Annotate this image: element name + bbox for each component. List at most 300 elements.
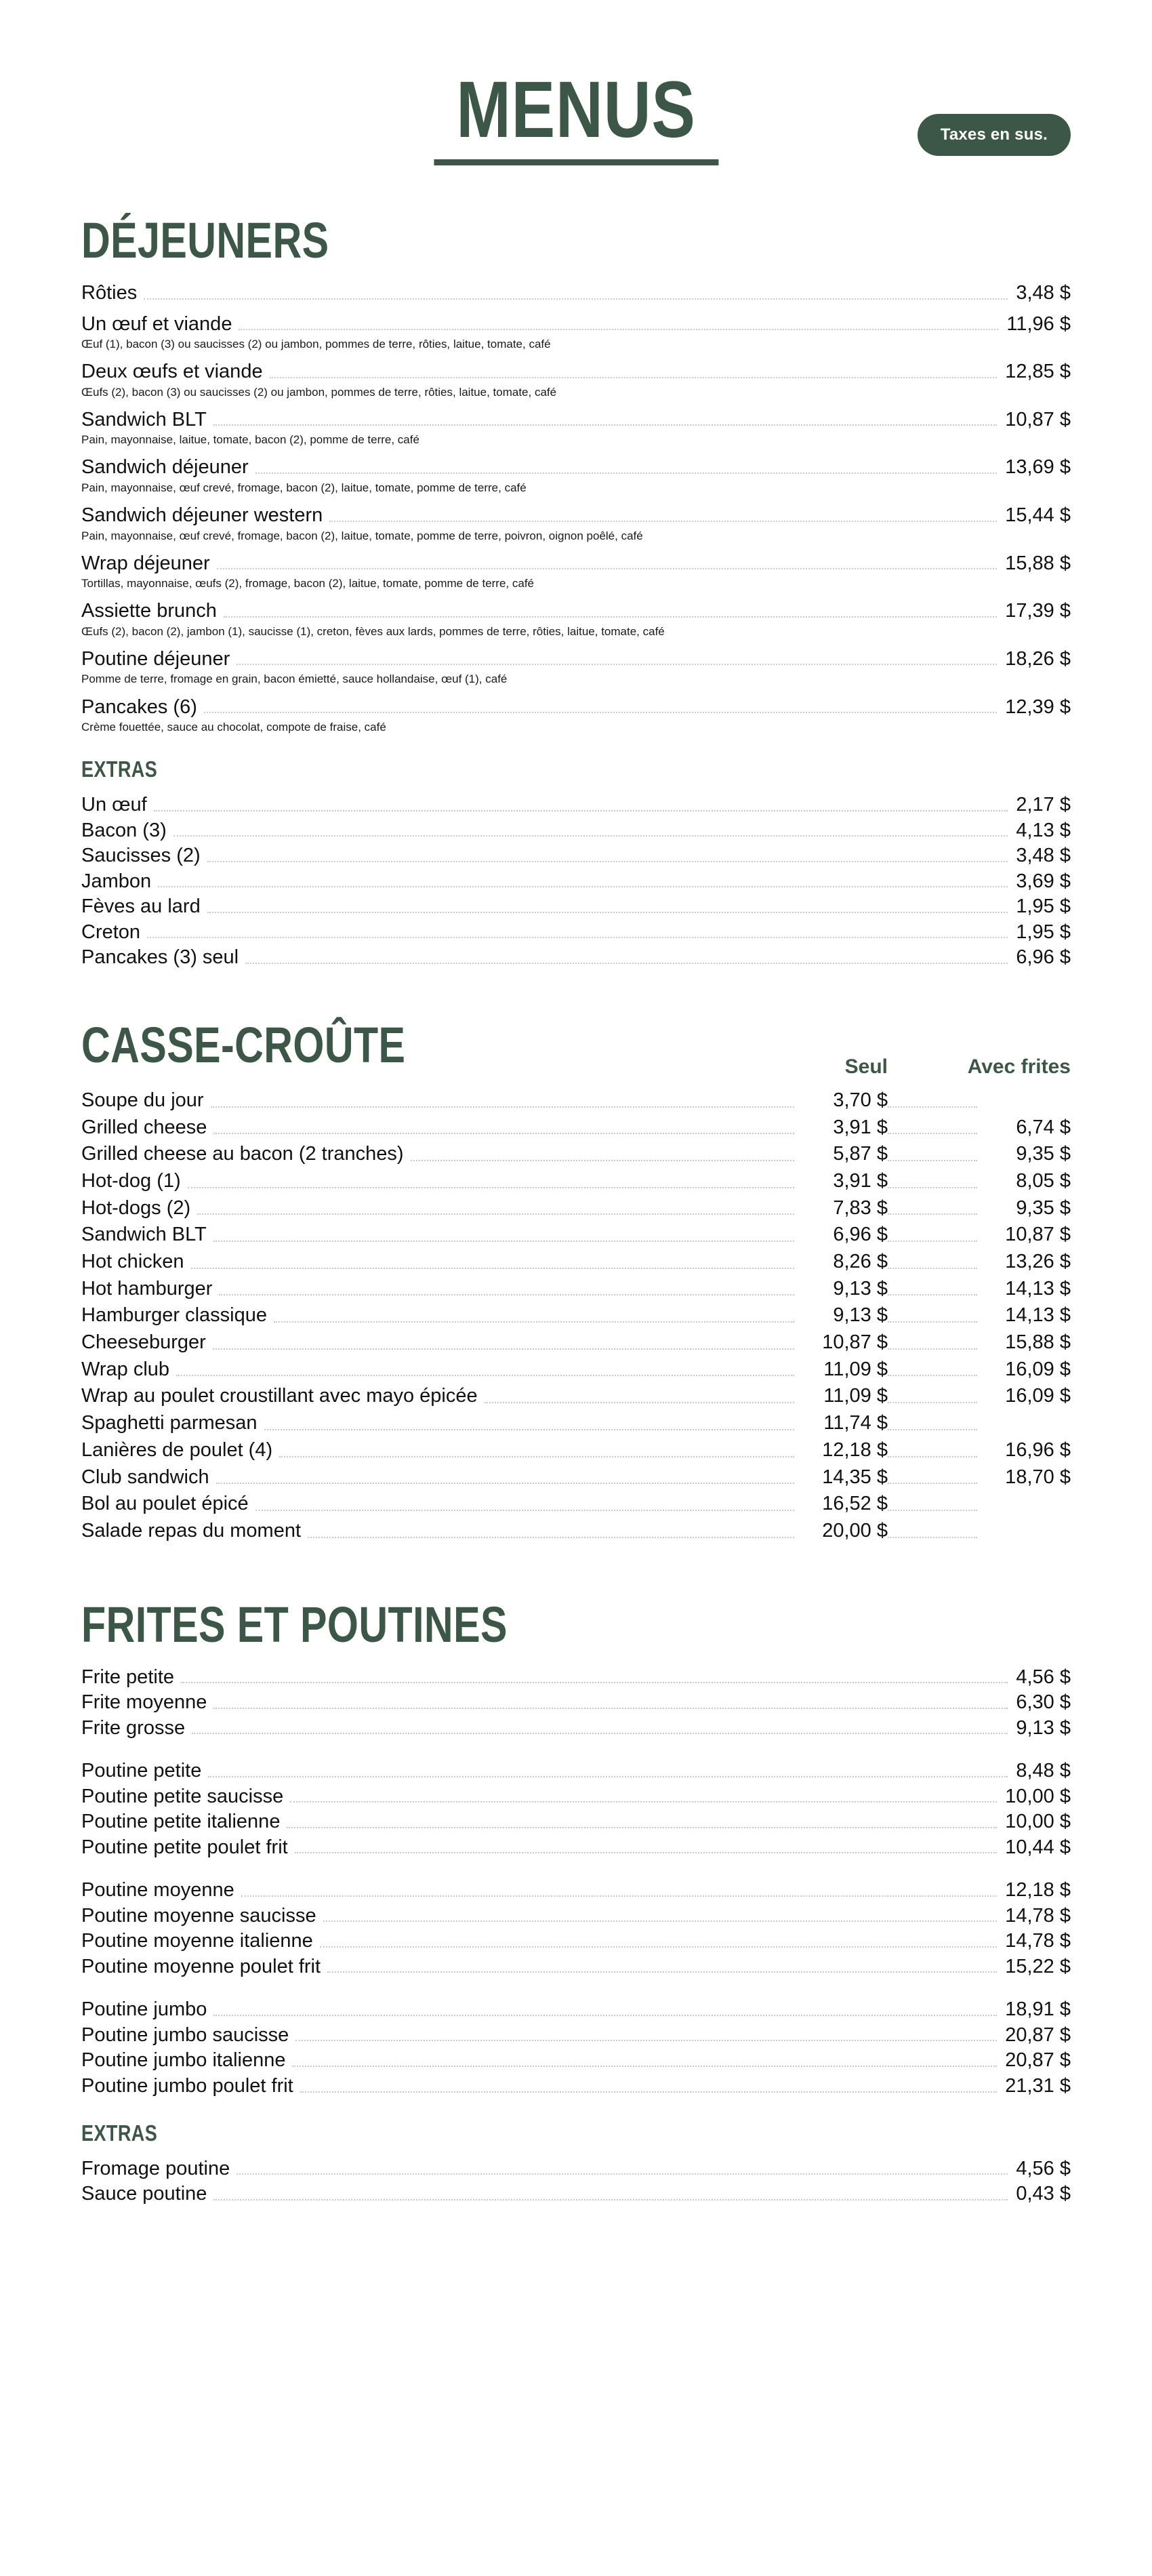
section-title-frites-poutines: FRITES ET POUTINES — [81, 1596, 508, 1653]
price-seul: 16,52 $ — [822, 1493, 888, 1515]
dot-leader — [181, 1682, 1008, 1683]
menu-item — [81, 281, 1071, 306]
dot-leader — [213, 1241, 794, 1242]
menu-item-name: Poutine moyenne italienne — [81, 1930, 313, 1952]
dot-leader — [211, 1106, 794, 1108]
menu-item — [81, 1716, 1071, 1741]
table-row — [81, 1518, 1071, 1544]
menu-item-row — [81, 920, 1071, 945]
poutine-group — [81, 1758, 1071, 1859]
price-seul: 12,18 $ — [822, 1438, 888, 1461]
poutine-group — [81, 1997, 1071, 2098]
extra-item — [81, 920, 1071, 945]
price-avec-frites: 14,13 $ — [1005, 1277, 1071, 1300]
menu-item-name: Poutine jumbo saucisse — [81, 2024, 289, 2046]
dejeuners-extras — [81, 758, 1071, 970]
menu-item-price: 11,96 $ — [1006, 313, 1071, 335]
price-seul: 7,83 $ — [833, 1196, 888, 1219]
dot-leader — [323, 1920, 997, 1922]
menu-item-price: 21,31 $ — [1005, 2075, 1071, 2097]
table-row-name: Hot-dog (1) — [81, 1169, 181, 1192]
section-dejeuners — [81, 212, 1071, 970]
menu-item-price: 15,44 $ — [1005, 504, 1071, 527]
menu-item-row — [81, 2023, 1071, 2048]
dot-leader — [888, 1241, 977, 1242]
dot-leader — [888, 1429, 977, 1430]
menu-item-row — [81, 551, 1071, 576]
dot-leader — [207, 861, 1008, 862]
price-column-headers — [705, 1055, 1071, 1079]
menu-item-price: 20,87 $ — [1005, 2024, 1071, 2046]
dot-leader — [255, 472, 997, 474]
dot-leader — [236, 2173, 1008, 2175]
dot-leader — [208, 1776, 1008, 1777]
dot-leader — [888, 1106, 977, 1108]
menu-item-price: 18,91 $ — [1005, 1998, 1071, 2021]
dejeuners-extras-list — [81, 792, 1071, 970]
price-seul: 11,09 $ — [823, 1358, 888, 1380]
section-title-dejeuners: DÉJEUNERS — [81, 212, 329, 268]
dot-leader — [888, 1268, 977, 1269]
dot-leader — [888, 1456, 977, 1457]
dot-leader — [290, 1801, 997, 1803]
menu-item — [81, 1904, 1071, 1929]
poutines-extras-list — [81, 2156, 1071, 2207]
menu-item-description: Œuf (1), bacon (3) ou saucisses (2) ou jambon, pommes de terre, rôties, laitue, tomate, café — [81, 338, 551, 351]
menu-item-row — [81, 2181, 1071, 2207]
menu-item — [81, 1809, 1071, 1834]
table-row — [81, 1249, 1071, 1275]
dot-leader — [300, 2091, 997, 2093]
menu-item-price: 13,69 $ — [1005, 456, 1071, 479]
extra-item-name: Bacon (3) — [81, 819, 167, 841]
dot-leader — [888, 1294, 977, 1295]
dot-leader — [213, 1708, 1008, 1709]
menu-item — [81, 2048, 1071, 2073]
menu-item-price: 6,30 $ — [1016, 1691, 1071, 1714]
menu-item — [81, 407, 1071, 448]
menu-item-price: 14,78 $ — [1005, 1930, 1071, 1952]
table-row-name: Spaghetti parmesan — [81, 1412, 258, 1434]
menu-item-row — [81, 359, 1071, 384]
menu-item-row — [81, 695, 1071, 720]
menu-item-row — [81, 1784, 1071, 1809]
menu-item — [81, 1929, 1071, 1954]
dot-leader — [485, 1402, 794, 1403]
dot-leader — [888, 1402, 977, 1403]
menu-item-name: Poutine jumbo — [81, 1998, 207, 2021]
menu-item-name: Poutine petite poulet frit — [81, 1836, 288, 1858]
menu-item-row — [81, 1809, 1071, 1834]
dot-leader — [239, 329, 998, 330]
table-row — [81, 1169, 1071, 1194]
table-row — [81, 1491, 1071, 1517]
dot-leader — [295, 1852, 997, 1853]
extra-item — [81, 843, 1071, 868]
extra-item — [81, 2156, 1071, 2181]
extra-item-name: Saucisses (2) — [81, 845, 201, 867]
table-row-name: Hot chicken — [81, 1251, 184, 1272]
menu-item-name: Frite moyenne — [81, 1691, 207, 1714]
menu-item-name: Poutine moyenne saucisse — [81, 1904, 316, 1927]
dot-leader — [219, 1294, 794, 1295]
menu-item-price: 17,39 $ — [1005, 600, 1071, 622]
menu-item-name: Sandwich déjeuner — [81, 456, 249, 479]
menu-item-name: Wrap déjeuner — [81, 552, 210, 574]
menu-item-description: Tortillas, mayonnaise, œufs (2), fromage, bacon (2), laitue, tomate, pomme de terre, café — [81, 577, 535, 590]
dot-leader — [147, 937, 1008, 938]
extra-item — [81, 818, 1071, 843]
price-seul: 6,96 $ — [833, 1224, 888, 1246]
table-row — [81, 1142, 1071, 1167]
table-row-name: Grilled cheese au bacon (2 tranches) — [81, 1143, 404, 1165]
menu-item-row — [81, 1690, 1071, 1715]
subsection-title-extras-poutines: EXTRAS — [81, 2120, 158, 2146]
section-frites-poutines — [81, 1596, 1071, 2207]
extra-item-name: Un œuf — [81, 794, 147, 816]
dot-leader — [154, 810, 1008, 811]
price-avec-frites: 8,05 $ — [1016, 1169, 1071, 1192]
price-avec-frites: 9,35 $ — [1016, 1196, 1071, 1219]
table-row-name: Sandwich BLT — [81, 1224, 207, 1246]
table-row — [81, 1222, 1071, 1248]
menu-item-row — [81, 599, 1071, 624]
menu-item — [81, 1690, 1071, 1715]
poutines-extras — [81, 2122, 1071, 2207]
menu-item-price: 14,78 $ — [1005, 1904, 1071, 1927]
price-seul: 20,00 $ — [822, 1519, 888, 1542]
dot-leader — [320, 1946, 997, 1948]
dot-leader — [888, 1348, 977, 1350]
table-row-name: Hot-dogs (2) — [81, 1196, 191, 1219]
dot-leader — [224, 616, 997, 618]
menu-item-description: Pain, mayonnaise, œuf crevé, fromage, bacon (2), laitue, tomate, pomme de terre, café — [81, 481, 527, 494]
extra-item-price: 1,95 $ — [1016, 895, 1071, 918]
dot-leader — [217, 568, 997, 569]
price-avec-frites: 9,35 $ — [1016, 1143, 1071, 1165]
price-seul: 11,74 $ — [823, 1412, 888, 1434]
menu-item — [81, 1784, 1071, 1809]
dot-leader — [245, 963, 1008, 964]
frites-poutines-group-list — [81, 1665, 1071, 2099]
menu-item — [81, 1835, 1071, 1860]
menu-item — [81, 1758, 1071, 1784]
extra-item-price: 3,48 $ — [1016, 845, 1071, 867]
menu-item-row — [81, 312, 1071, 337]
menu-item — [81, 359, 1071, 400]
menu-item-row — [81, 281, 1071, 306]
table-row — [81, 1438, 1071, 1464]
table-row — [81, 1196, 1071, 1222]
price-seul: 3,91 $ — [833, 1169, 888, 1192]
menu-item-price: 12,18 $ — [1005, 1879, 1071, 1901]
menu-item-name: Poutine déjeuner — [81, 647, 230, 670]
menu-item-row — [81, 2156, 1071, 2181]
table-row-name: Lanières de poulet (4) — [81, 1438, 273, 1461]
dot-leader — [176, 1375, 794, 1376]
menu-item-price: 10,00 $ — [1005, 1785, 1071, 1807]
dot-leader — [191, 1268, 794, 1269]
price-avec-frites: 10,87 $ — [1005, 1224, 1071, 1246]
dot-leader — [236, 664, 997, 665]
menu-item — [81, 455, 1071, 496]
price-avec-frites: 6,74 $ — [1016, 1116, 1071, 1138]
menu-item-row — [81, 1954, 1071, 1979]
price-avec-frites: 13,26 $ — [1005, 1251, 1071, 1272]
table-row-name: Club sandwich — [81, 1466, 209, 1488]
menu-item-price: 3,48 $ — [1016, 282, 1071, 304]
extra-item-price: 6,96 $ — [1016, 946, 1071, 969]
menu-item-name: Poutine petite — [81, 1760, 202, 1782]
menu-item — [81, 2074, 1071, 2099]
extra-item — [81, 894, 1071, 919]
table-row — [81, 1357, 1071, 1383]
table-row — [81, 1384, 1071, 1409]
extra-item-price: 0,43 $ — [1016, 2183, 1071, 2205]
price-avec-frites: 14,13 $ — [1005, 1304, 1071, 1327]
dot-leader — [204, 712, 997, 713]
dot-leader — [270, 377, 997, 378]
dot-leader — [329, 521, 997, 522]
menu-item-name: Un œuf et viande — [81, 313, 232, 335]
masthead — [81, 0, 1071, 203]
extra-item-price: 4,13 $ — [1016, 819, 1071, 841]
menu-item-price: 15,88 $ — [1005, 552, 1071, 574]
price-seul: 9,13 $ — [833, 1277, 888, 1300]
column-header-avec-frites: Avec frites — [967, 1055, 1071, 1078]
dot-leader — [327, 1971, 997, 1973]
price-seul: 3,91 $ — [833, 1116, 888, 1138]
menu-item-description: Œufs (2), bacon (2), jambon (1), saucisse (1), creton, fèves aux lards, pommes de terre, rôties, laitue, tomate, café — [81, 624, 665, 638]
menu-item-row — [81, 2074, 1071, 2099]
menu-item-row — [81, 945, 1071, 970]
table-row-name: Bol au poulet épicé — [81, 1493, 249, 1515]
dot-leader — [241, 1895, 997, 1897]
page-title: MENUS — [456, 65, 696, 155]
section-casse-croute — [81, 1016, 1071, 1544]
table-row-name: Wrap au poulet croustillant avec mayo épicée — [81, 1385, 478, 1407]
menu-item — [81, 695, 1071, 736]
table-row-name: Cheeseburger — [81, 1331, 206, 1354]
menu-item-name: Poutine petite saucisse — [81, 1785, 284, 1807]
menu-item-price: 9,13 $ — [1016, 1716, 1071, 1739]
dot-leader — [888, 1160, 977, 1161]
casse-croute-item-list — [81, 1088, 1071, 1544]
extra-item — [81, 945, 1071, 970]
menu-item-name: Poutine jumbo italienne — [81, 2049, 286, 2072]
taxes-badge: Taxes en sus. — [918, 114, 1071, 156]
menu-item — [81, 503, 1071, 544]
dot-leader — [207, 912, 1008, 913]
menu-item-name: Poutine moyenne poulet frit — [81, 1955, 321, 1977]
menu-item-row — [81, 455, 1071, 480]
dot-leader — [888, 1133, 977, 1134]
menu-item-price: 20,87 $ — [1005, 2049, 1071, 2072]
dot-leader — [213, 1348, 794, 1350]
menus-title-block — [430, 65, 722, 165]
menu-item-price: 12,39 $ — [1005, 696, 1071, 718]
menu-item-price: 4,56 $ — [1016, 1666, 1071, 1688]
dot-leader — [888, 1483, 977, 1484]
menu-item-name: Poutine jumbo poulet frit — [81, 2075, 293, 2097]
menu-item — [81, 551, 1071, 592]
extra-item-name: Creton — [81, 921, 141, 943]
table-row — [81, 1411, 1071, 1436]
menu-item-row — [81, 1758, 1071, 1784]
extra-item-name: Jambon — [81, 870, 152, 892]
price-seul: 10,87 $ — [822, 1331, 888, 1354]
dot-leader — [888, 1321, 977, 1323]
dot-leader — [192, 1733, 1008, 1734]
dot-leader — [287, 1827, 997, 1828]
group-separator — [81, 1860, 1071, 1878]
menu-item-row — [81, 792, 1071, 818]
extra-item-name: Pancakes (3) seul — [81, 946, 239, 969]
menu-item-price: 15,22 $ — [1005, 1955, 1071, 1977]
menu-item-price: 10,44 $ — [1005, 1836, 1071, 1858]
table-row — [81, 1276, 1071, 1302]
price-avec-frites: 16,96 $ — [1005, 1438, 1071, 1461]
dot-leader — [213, 424, 997, 426]
menu-item-row — [81, 1878, 1071, 1903]
dot-leader — [295, 2040, 997, 2041]
menu-item — [81, 599, 1071, 639]
menu-item-row — [81, 894, 1071, 919]
menu-item-name: Frite grosse — [81, 1716, 186, 1739]
extra-item-name: Fromage poutine — [81, 2157, 230, 2179]
menu-item-name: Sandwich déjeuner western — [81, 504, 323, 527]
dot-leader — [264, 1429, 794, 1430]
menu-item-name: Poutine moyenne — [81, 1879, 234, 1901]
price-seul: 8,26 $ — [833, 1251, 888, 1272]
dot-leader — [274, 1321, 794, 1323]
menu-item-row — [81, 1665, 1071, 1690]
menu-item-row — [81, 407, 1071, 432]
menu-item-row — [81, 818, 1071, 843]
menu-item — [81, 1665, 1071, 1690]
menu-item-name: Sandwich BLT — [81, 408, 207, 430]
extra-item-price: 1,95 $ — [1016, 921, 1071, 943]
dot-leader — [888, 1537, 977, 1538]
menu-item — [81, 2023, 1071, 2048]
menu-item-name: Poutine petite italienne — [81, 1811, 281, 1833]
table-row-name: Hot hamburger — [81, 1277, 213, 1300]
menu-item-price: 12,85 $ — [1005, 361, 1071, 383]
price-avec-frites: 16,09 $ — [1005, 1385, 1071, 1407]
table-row-name: Hamburger classique — [81, 1304, 268, 1327]
dot-leader — [888, 1213, 977, 1215]
table-row-name: Soupe du jour — [81, 1089, 204, 1111]
dot-leader — [213, 1133, 794, 1134]
menu-item-price: 10,00 $ — [1005, 1811, 1071, 1833]
extra-item-price: 4,56 $ — [1016, 2157, 1071, 2179]
menu-item-row — [81, 843, 1071, 868]
extra-item-price: 2,17 $ — [1016, 794, 1071, 816]
dejeuners-item-list — [81, 281, 1071, 735]
menu-item-description: Œufs (2), bacon (3) ou saucisses (2) ou jambon, pommes de terre, rôties, laitue, tomate, café — [81, 385, 557, 399]
dot-leader — [411, 1160, 794, 1161]
menu-item-row — [81, 1929, 1071, 1954]
menu-item-name: Pancakes (6) — [81, 696, 197, 718]
dot-leader — [213, 2015, 997, 2016]
dot-leader — [144, 298, 1008, 300]
dot-leader — [279, 1456, 794, 1457]
extra-item-name: Sauce poutine — [81, 2183, 207, 2205]
menu-item-row — [81, 2048, 1071, 2073]
menu-item-description: Pain, mayonnaise, œuf crevé, fromage, bacon (2), laitue, tomate, pomme de terre, poivron, oignon poêlé, café — [81, 529, 643, 542]
menu-item-name: Frite petite — [81, 1666, 174, 1688]
extra-item-name: Fèves au lard — [81, 895, 201, 918]
dot-leader — [213, 2199, 1008, 2200]
menu-item-price: 8,48 $ — [1016, 1760, 1071, 1782]
menu-item-row — [81, 1997, 1071, 2022]
dot-leader — [888, 1375, 977, 1376]
poutine-group — [81, 1878, 1071, 1979]
menu-item-name: Rôties — [81, 282, 138, 304]
extra-item-price: 3,69 $ — [1016, 870, 1071, 892]
extra-item — [81, 869, 1071, 894]
table-row — [81, 1303, 1071, 1329]
price-seul: 5,87 $ — [833, 1143, 888, 1165]
price-avec-frites: 15,88 $ — [1005, 1331, 1071, 1354]
dot-leader — [888, 1187, 977, 1188]
menu-item-row — [81, 1716, 1071, 1741]
subsection-title-extras-dejeuners: EXTRAS — [81, 757, 158, 782]
dot-leader — [197, 1213, 794, 1215]
price-seul: 14,35 $ — [822, 1466, 888, 1488]
menu-item-name: Assiette brunch — [81, 600, 217, 622]
menu-item — [81, 1878, 1071, 1903]
dot-leader — [888, 1510, 977, 1511]
menu-item-price: 18,26 $ — [1005, 647, 1071, 670]
menu-item-row — [81, 1835, 1071, 1860]
menu-item-row — [81, 1904, 1071, 1929]
menu-item-row — [81, 869, 1071, 894]
extra-item — [81, 792, 1071, 818]
table-row — [81, 1115, 1071, 1141]
menu-item — [81, 1954, 1071, 1979]
price-seul: 9,13 $ — [833, 1304, 888, 1327]
menu-item-name: Deux œufs et viande — [81, 361, 263, 383]
table-row-name: Salade repas du moment — [81, 1519, 302, 1542]
poutine-group — [81, 1665, 1071, 1741]
dot-leader — [158, 886, 1008, 887]
title-underline — [434, 159, 718, 165]
menu-item-description: Crème fouettée, sauce au chocolat, compote de fraise, café — [81, 721, 386, 734]
price-seul: 3,70 $ — [833, 1089, 888, 1111]
menu-item-description: Pomme de terre, fromage en grain, bacon émietté, sauce hollandaise, œuf (1), café — [81, 672, 508, 686]
menu-item-price: 10,87 $ — [1005, 408, 1071, 430]
dot-leader — [188, 1187, 794, 1188]
menu-item — [81, 312, 1071, 353]
extra-item — [81, 2181, 1071, 2207]
group-separator — [81, 1741, 1071, 1758]
menu-item-row — [81, 503, 1071, 528]
column-header-seul: Seul — [844, 1055, 888, 1078]
dot-leader — [255, 1510, 794, 1511]
price-avec-frites: 16,09 $ — [1005, 1358, 1071, 1380]
section-title-casse-croute: CASSE-CROÛTE — [81, 1016, 406, 1073]
dot-leader — [216, 1483, 794, 1484]
table-row — [81, 1330, 1071, 1356]
menu-item-description: Pain, mayonnaise, laitue, tomate, bacon (2), pomme de terre, café — [81, 433, 419, 447]
dot-leader — [308, 1537, 794, 1538]
table-row — [81, 1088, 1071, 1114]
table-row-name: Wrap club — [81, 1358, 170, 1380]
group-separator — [81, 1979, 1071, 1997]
dot-leader — [292, 2066, 997, 2067]
menu-item — [81, 1997, 1071, 2022]
